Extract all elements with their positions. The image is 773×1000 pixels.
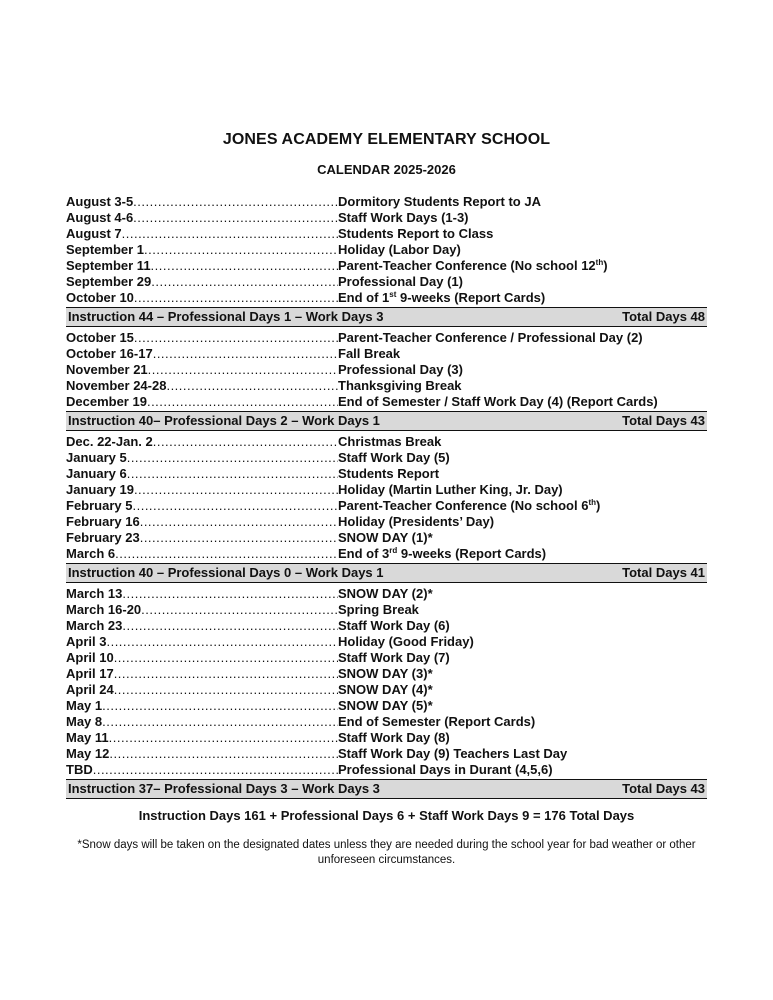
section-summary-label: Instruction 37– Professional Days 3 – Work Days 3 <box>68 781 380 796</box>
date-label: December 19 <box>66 394 147 409</box>
ordinal-suffix: st <box>389 290 397 299</box>
event-label: Holiday (Presidents’ Day) <box>338 514 495 529</box>
section-total-days: Total Days 43 <box>622 781 705 796</box>
event-label: Professional Days in Durant (4,5,6) <box>338 762 553 777</box>
date-label: November 24-28 <box>66 378 167 393</box>
event-label-continued: 9-weeks (Report Cards) <box>397 546 547 561</box>
date-label: May 8 <box>66 714 103 729</box>
section-summary <box>66 563 707 583</box>
dot-leader <box>140 530 338 546</box>
section-summary <box>66 411 707 431</box>
date-cell <box>66 682 338 698</box>
calendar-row <box>66 466 707 482</box>
calendar-row <box>66 618 707 634</box>
date-label: February 23 <box>66 530 140 545</box>
calendar-row <box>66 602 707 618</box>
event-label: SNOW DAY (5)* <box>338 698 433 713</box>
dot-leader <box>153 346 338 362</box>
dot-leader <box>127 466 338 482</box>
date-cell <box>66 634 338 650</box>
calendar-row <box>66 546 707 562</box>
date-label: August 3-5 <box>66 194 134 209</box>
dot-leader <box>134 330 338 346</box>
calendar-row <box>66 290 707 306</box>
event-label: Holiday (Martin Luther King, Jr. Day) <box>338 482 563 497</box>
event-cell <box>338 466 707 482</box>
date-label: March 13 <box>66 586 123 601</box>
calendar-row <box>66 650 707 666</box>
event-label: Students Report <box>338 466 440 481</box>
calendar-row <box>66 378 707 394</box>
event-label: Students Report to Class <box>338 226 494 241</box>
event-label: Holiday (Labor Day) <box>338 242 461 257</box>
calendar-row <box>66 666 707 682</box>
event-cell <box>338 394 707 410</box>
date-cell <box>66 618 338 634</box>
date-label: August 7 <box>66 226 122 241</box>
event-cell <box>338 450 707 466</box>
dot-leader <box>114 682 338 698</box>
date-cell <box>66 530 338 546</box>
dot-leader <box>93 762 338 778</box>
event-cell <box>338 698 707 714</box>
date-cell <box>66 482 338 498</box>
event-label: End of 3 <box>338 546 390 561</box>
date-label: January 5 <box>66 450 127 465</box>
event-cell <box>338 362 707 378</box>
date-cell <box>66 362 338 378</box>
event-cell <box>338 634 707 650</box>
event-label: Fall Break <box>338 346 401 361</box>
event-cell <box>338 682 707 698</box>
event-cell <box>338 242 707 258</box>
event-cell <box>338 618 707 634</box>
event-cell <box>338 434 707 450</box>
event-cell <box>338 730 707 746</box>
event-cell <box>338 378 707 394</box>
event-cell <box>338 546 707 562</box>
dot-leader <box>109 746 338 762</box>
date-cell <box>66 730 338 746</box>
calendar-row <box>66 330 707 346</box>
event-cell <box>338 514 707 530</box>
dot-leader <box>122 586 338 602</box>
calendar-row <box>66 498 707 514</box>
event-label: SNOW DAY (3)* <box>338 666 433 681</box>
date-label: March 6 <box>66 546 116 561</box>
event-cell <box>338 530 707 546</box>
dot-leader <box>114 650 338 666</box>
calendar-row <box>66 634 707 650</box>
date-label: March 23 <box>66 618 123 633</box>
event-cell <box>338 290 707 306</box>
event-label: Spring Break <box>338 602 419 617</box>
event-label: Staff Work Day (7) <box>338 650 450 665</box>
date-cell <box>66 194 338 210</box>
date-cell <box>66 242 338 258</box>
date-label: Dec. 22-Jan. 2 <box>66 434 153 449</box>
event-label-continued: ) <box>596 498 601 513</box>
date-label: January 6 <box>66 466 127 481</box>
date-label: October 16-17 <box>66 346 153 361</box>
dot-leader <box>127 450 338 466</box>
section-summary-label: Instruction 40– Professional Days 2 – Work Days 1 <box>68 413 380 428</box>
event-label: Parent-Teacher Conference (No school 12 <box>338 258 596 273</box>
calendar-row <box>66 746 707 762</box>
date-label: April 24 <box>66 682 114 697</box>
calendar-row <box>66 258 707 274</box>
calendar-row <box>66 210 707 226</box>
dot-leader <box>102 698 338 714</box>
date-label: February 16 <box>66 514 140 529</box>
date-cell <box>66 514 338 530</box>
dot-leader <box>153 434 338 450</box>
date-cell <box>66 274 338 290</box>
date-cell <box>66 466 338 482</box>
calendar-row <box>66 762 707 778</box>
grand-total: Instruction Days 161 + Professional Days 6 + Staff Work Days 9 = 176 Total Days <box>138 808 635 823</box>
date-label: October 15 <box>66 330 134 345</box>
date-label: November 21 <box>66 362 148 377</box>
event-label: Staff Work Day (5) <box>338 450 450 465</box>
section-total-days: Total Days 41 <box>622 565 705 580</box>
dot-leader <box>140 514 338 530</box>
event-cell <box>338 330 707 346</box>
calendar-row <box>66 730 707 746</box>
event-label: Holiday (Good Friday) <box>338 634 474 649</box>
date-cell <box>66 650 338 666</box>
event-label-continued: 9-weeks (Report Cards) <box>396 290 546 305</box>
calendar-row <box>66 482 707 498</box>
event-label: End of Semester / Staff Work Day (4) (Report Cards) <box>338 394 658 409</box>
dot-leader <box>133 194 338 210</box>
event-label: Staff Work Day (6) <box>338 618 450 633</box>
event-label: Christmas Break <box>338 434 442 449</box>
event-cell <box>338 666 707 682</box>
dot-leader <box>151 258 338 274</box>
date-cell <box>66 698 338 714</box>
dot-leader <box>106 634 338 650</box>
date-label: May 12 <box>66 746 110 761</box>
date-cell <box>66 290 338 306</box>
calendar-row <box>66 194 707 210</box>
date-label: September 1 <box>66 242 145 257</box>
calendar-row <box>66 586 707 602</box>
calendar-row <box>66 274 707 290</box>
page-title: JONES ACADEMY ELEMENTARY SCHOOL <box>222 131 551 148</box>
date-cell <box>66 258 338 274</box>
event-label: SNOW DAY (1)* <box>338 530 433 545</box>
date-cell <box>66 346 338 362</box>
calendar-row <box>66 434 707 450</box>
calendar-row <box>66 242 707 258</box>
event-label-continued: ) <box>603 258 608 273</box>
date-cell <box>66 330 338 346</box>
date-cell <box>66 586 338 602</box>
date-cell <box>66 210 338 226</box>
event-label: Staff Work Day (8) <box>338 730 450 745</box>
date-cell <box>66 546 338 562</box>
date-cell <box>66 450 338 466</box>
date-cell <box>66 666 338 682</box>
dot-leader <box>133 210 338 226</box>
event-label: Professional Day (1) <box>338 274 463 289</box>
date-label: March 16-20 <box>66 602 142 617</box>
date-label: April 10 <box>66 650 114 665</box>
event-cell <box>338 602 707 618</box>
dot-leader <box>141 602 338 618</box>
event-cell <box>338 194 707 210</box>
event-cell <box>338 210 707 226</box>
date-label: TBD <box>66 762 93 777</box>
date-cell <box>66 434 338 450</box>
date-label: August 4-6 <box>66 210 134 225</box>
event-label: Dormitory Students Report to JA <box>338 194 541 209</box>
event-cell <box>338 274 707 290</box>
date-cell <box>66 762 338 778</box>
event-cell <box>338 714 707 730</box>
event-label: SNOW DAY (4)* <box>338 682 433 697</box>
dot-leader <box>102 714 338 730</box>
page-subtitle: CALENDAR 2025-2026 <box>317 162 456 177</box>
dot-leader <box>151 274 338 290</box>
calendar-table <box>66 194 707 799</box>
section-summary-label: Instruction 40 – Professional Days 0 – Work Days 1 <box>68 565 384 580</box>
dot-leader <box>132 498 338 514</box>
snow-day-note: *Snow days will be taken on the designated dates unless they are needed during the school year for bad weather or other unforeseen circumstances. <box>77 839 696 866</box>
date-label: October 10 <box>66 290 134 305</box>
event-cell <box>338 762 707 778</box>
event-label: Staff Work Day (9) Teachers Last Day <box>338 746 568 761</box>
dot-leader <box>122 226 338 242</box>
event-label: Thanksgiving Break <box>338 378 462 393</box>
calendar-row <box>66 394 707 410</box>
dot-leader <box>114 666 338 682</box>
date-cell <box>66 714 338 730</box>
event-label: Parent-Teacher Conference / Professional Day (2) <box>338 330 643 345</box>
date-label: January 19 <box>66 482 134 497</box>
section-summary-label: Instruction 44 – Professional Days 1 – Work Days 3 <box>68 309 384 324</box>
date-cell <box>66 394 338 410</box>
dot-leader <box>148 362 338 378</box>
event-label: End of 1 <box>338 290 390 305</box>
calendar-row <box>66 362 707 378</box>
date-cell <box>66 378 338 394</box>
date-cell <box>66 602 338 618</box>
event-cell <box>338 226 707 242</box>
event-cell <box>338 482 707 498</box>
section-total-days: Total Days 43 <box>622 413 705 428</box>
dot-leader <box>147 394 338 410</box>
calendar-row <box>66 450 707 466</box>
ordinal-suffix: th <box>588 498 596 507</box>
date-cell <box>66 498 338 514</box>
event-label: SNOW DAY (2)* <box>338 586 433 601</box>
calendar-row <box>66 346 707 362</box>
date-cell <box>66 746 338 762</box>
calendar-row <box>66 530 707 546</box>
event-cell <box>338 650 707 666</box>
calendar-row <box>66 682 707 698</box>
dot-leader <box>134 482 338 498</box>
calendar-row <box>66 714 707 730</box>
ordinal-suffix: th <box>595 258 604 267</box>
dot-leader <box>109 730 338 746</box>
ordinal-suffix: rd <box>389 546 398 555</box>
section-summary <box>66 307 707 327</box>
section-summary <box>66 779 707 799</box>
event-cell <box>338 258 707 274</box>
date-label: May 11 <box>66 730 109 745</box>
date-label: April 3 <box>66 634 107 649</box>
calendar-row <box>66 226 707 242</box>
event-cell <box>338 498 707 514</box>
dot-leader <box>144 242 338 258</box>
date-label: April 17 <box>66 666 114 681</box>
event-label: Staff Work Days (1-3) <box>338 210 469 225</box>
dot-leader <box>166 378 338 394</box>
dot-leader <box>122 618 338 634</box>
event-label: End of Semester (Report Cards) <box>338 714 536 729</box>
date-label: May 1 <box>66 698 103 713</box>
date-label: February 5 <box>66 498 133 513</box>
event-label: Parent-Teacher Conference (No school 6 <box>338 498 589 513</box>
date-cell <box>66 226 338 242</box>
date-label: September 11 <box>66 258 151 273</box>
date-label: September 29 <box>66 274 152 289</box>
calendar-row <box>66 698 707 714</box>
dot-leader <box>115 546 338 562</box>
calendar-row <box>66 514 707 530</box>
dot-leader <box>134 290 338 306</box>
section-total-days: Total Days 48 <box>622 309 705 324</box>
event-label: Professional Day (3) <box>338 362 463 377</box>
event-cell <box>338 746 707 762</box>
event-cell <box>338 346 707 362</box>
event-cell <box>338 586 707 602</box>
